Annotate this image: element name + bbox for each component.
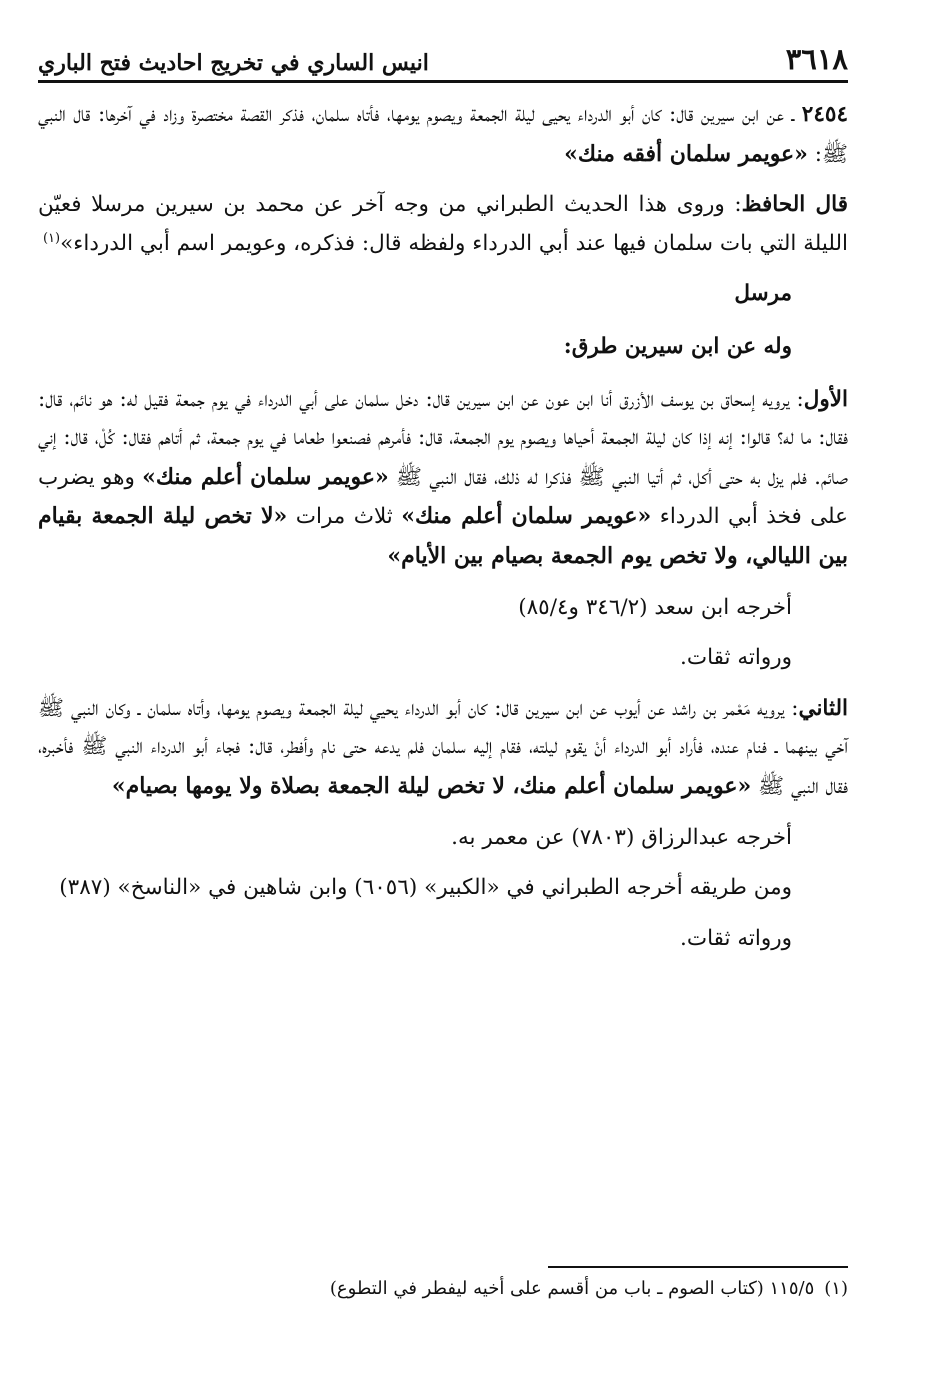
first-path-text-1: : يرويه إسحاق بن يوسف الأزرق أنا ابن عون عن ابن سيرين قال: دخل سلمان على أبي الدرداء في يوم جمعة فقيل له: هو نائم، قال: فقال: ما له؟ قالوا: إنه إذا كان ليلة الجمعة أحياها ويصوم يوم الجمعة، قال: فأمرهم فصنعوا طعاما في يوم جمعة، ثم أتاهم فقال: كُلْ، قال: إني صائم. فلم يزل به حتى أكل، ثم أتيا النبي ﷺ فذكرا له ذلك، فقال النبي ﷺ	[38, 386, 849, 490]
first-path-quote-1: «عويمر سلمان أعلم منك»	[142, 463, 389, 490]
second-path-text: : يرويه مَعْمر بن راشد عن أيوب عن ابن سيرين قال: كان أبو الدرداء يحيي ليلة الجمعة ويصوم يومها، وأتاه سلمان ـ وكان النبي ﷺ آخي بينهما ـ فنام عنده، فأراد أبو الدرداء أنْ يقوم ليلته، فقام إليه سلمان فلم يدعه حتى نام وأفطر، قال: فجاء أبو الدرداء النبي ﷺ فأخبره، فقال النبي ﷺ	[38, 695, 848, 799]
first-path-takhrij: أخرجه ابن سعد (٣٤٦/٢ و٨٥/٤)	[518, 594, 792, 620]
first-path-quote-3: «لا تخص ليلة الجمعة بقيام بين الليالي، ولا تخص يوم الجمعة بصيام بين الأيام»	[38, 503, 848, 569]
second-path-takhrij-2: ومن طريقه أخرجه الطبراني في «الكبير» (٦٠٥٦) وابن شاهين في «الناسخ» (٣٨٧)	[59, 875, 792, 901]
page-number: ٣٦١٨	[785, 42, 848, 76]
first-path-label: الأول	[803, 386, 848, 412]
second-path-takhrij-1: أخرجه عبدالرزاق (٧٨٠٣) عن معمر به.	[451, 824, 792, 850]
mursal-heading: مرسل	[734, 281, 792, 307]
running-header	[38, 40, 848, 83]
footnote-reference: (١)	[42, 230, 61, 246]
second-path-quote: «عويمر سلمان أعلم منك، لا تخص ليلة الجمعة بصلاة ولا يومها بصيام»	[111, 772, 752, 799]
footnote	[38, 1273, 848, 1305]
first-path-text-2: وهو يضرب على فخذ أبي الدرداء	[38, 464, 848, 530]
hadith-paragraph	[38, 96, 848, 174]
first-path-quote-2: «عويمر سلمان أعلم منك»	[401, 503, 652, 530]
first-path-rijal: ورواته ثقات.	[680, 645, 792, 671]
hadith-text: ـ عن ابن سيرين قال: كان أبو الدرداء يحيى ليلة الجمعة ويصوم يومها، فأتاه سلمان، فذكر القصة مختصرة وزاد في آخرها: قال النبي ﷺ:	[38, 102, 848, 167]
turuq-heading: وله عن ابن سيرين طرق:	[563, 333, 792, 359]
hafiz-paragraph	[38, 186, 848, 263]
book-title: انيس الساري في تخريج احاديث فتح الباري	[38, 50, 429, 76]
first-path-text-3: ثلاث مرات	[287, 504, 402, 530]
page-body	[38, 96, 848, 970]
hadith-number: ٢٤٥٤	[801, 102, 848, 127]
first-path-paragraph	[38, 381, 848, 577]
footnote-divider	[548, 1266, 848, 1268]
footnote-text: ١١٥/٥ (كتاب الصوم ـ باب من أقسم على أخيه ليفطر في التطوع)	[329, 1278, 815, 1299]
second-path-rijal: ورواته ثقات.	[680, 925, 792, 951]
second-path-paragraph	[38, 690, 848, 807]
footnote-number: (١)	[824, 1278, 848, 1299]
hafiz-label: قال الحافظ	[741, 192, 849, 218]
hadith-quote: «عويمر سلمان أفقه منك»	[564, 140, 808, 167]
hafiz-text: : وروى هذا الحديث الطبراني من وجه آخر عن محمد بن سيرين مرسلا فعيّن الليلة التي بات سلمان فيها عند أبي الدرداء ولفظه قال: فذكره، وعويمر اسم أبي الدرداء»	[38, 192, 848, 256]
second-path-label: الثاني	[798, 695, 848, 721]
